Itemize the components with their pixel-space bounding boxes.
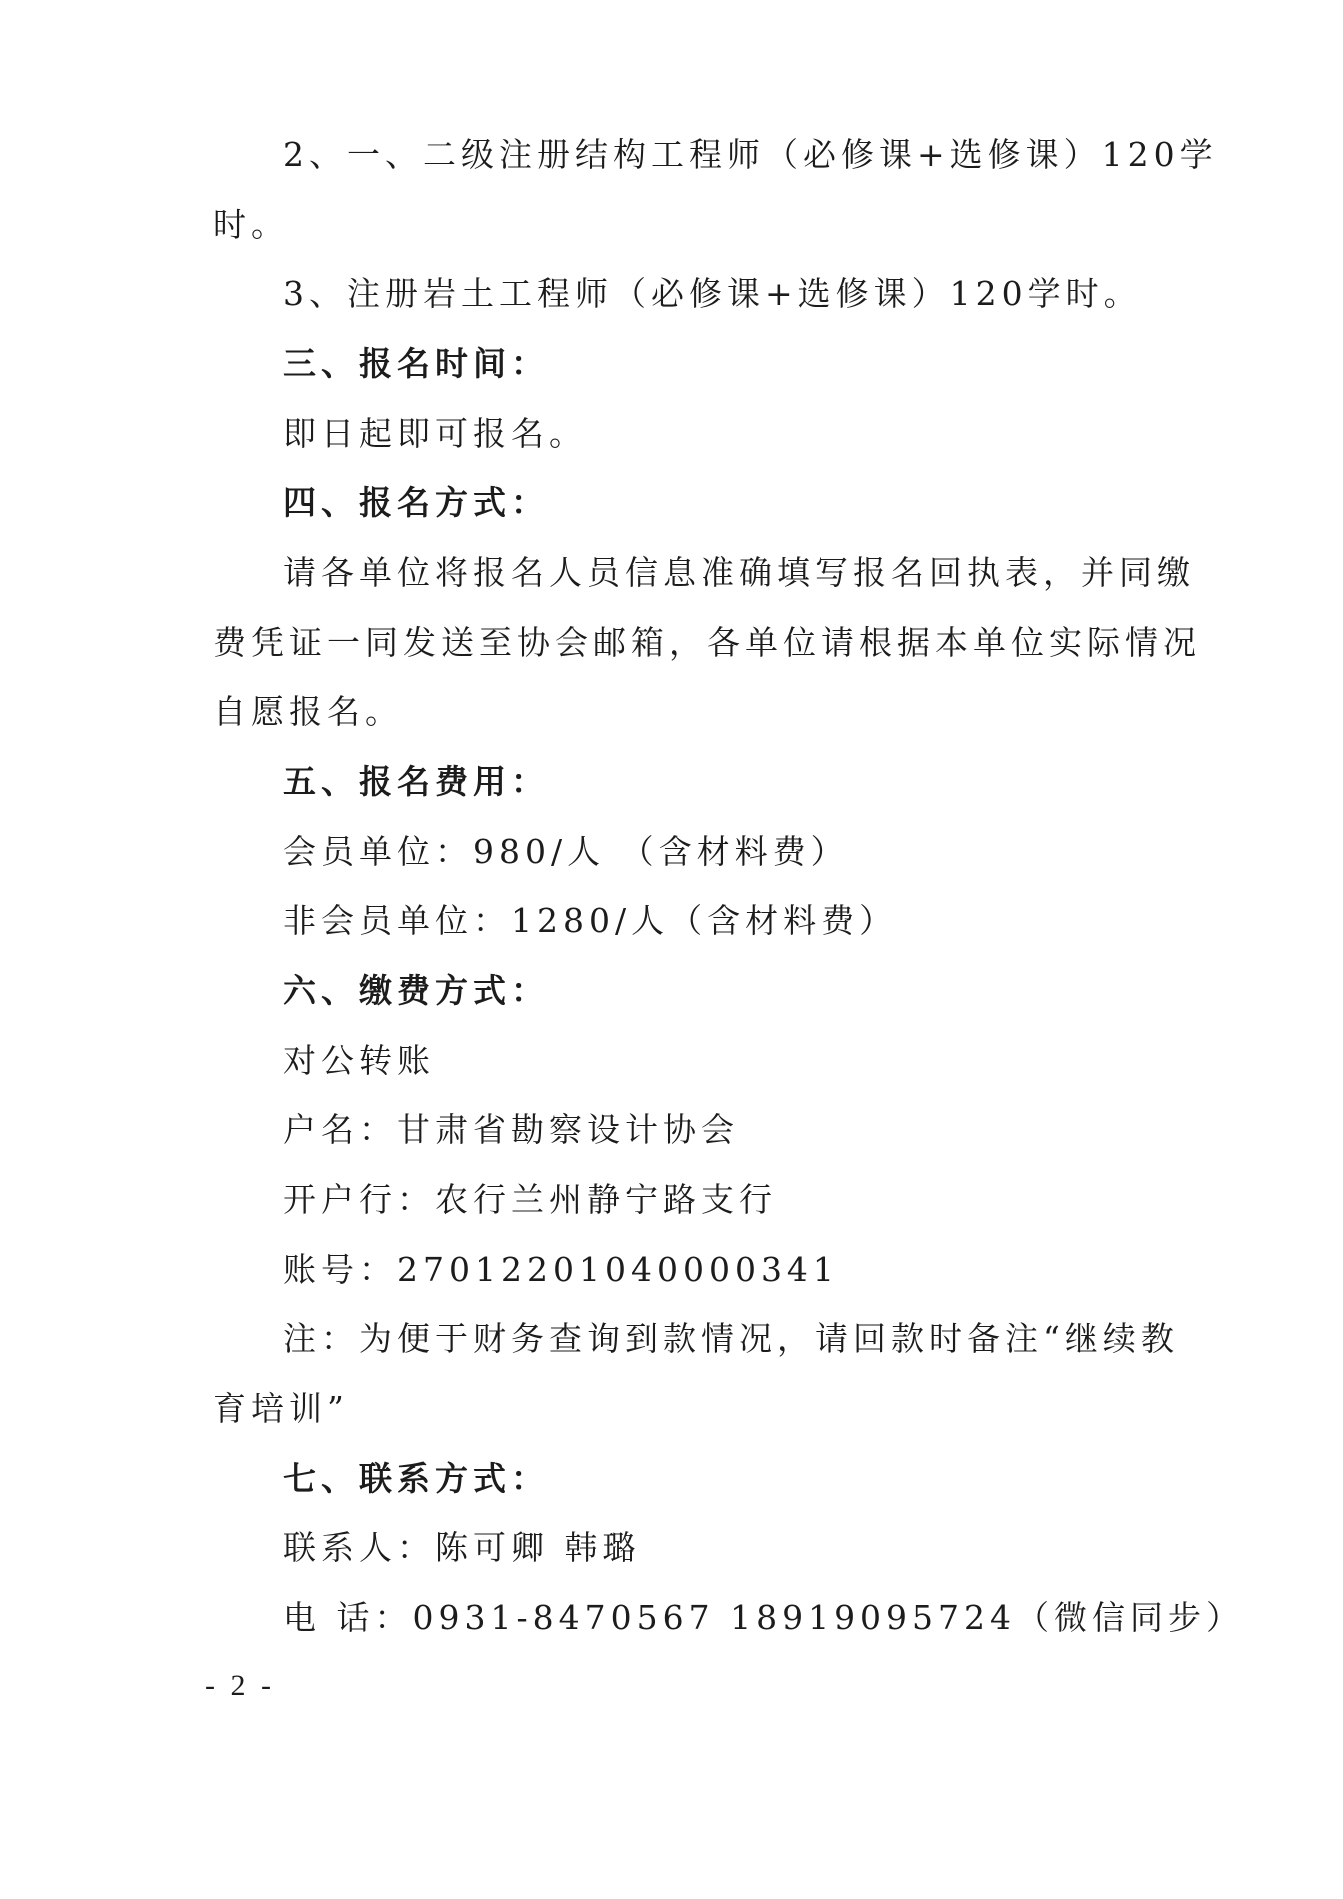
- body-line: 户名：甘肃省勘察设计协会: [283, 1110, 739, 1149]
- body-line: 电 话：0931-8470567 18919095724（微信同步）: [283, 1598, 1245, 1637]
- body-line: 账号：27012201040000341: [283, 1250, 839, 1289]
- section-heading-registration-time: 三、报名时间：: [283, 344, 549, 383]
- section-heading-payment-method: 六、缴费方式：: [283, 971, 549, 1010]
- body-line: 注：为便于财务查询到款情况，请回款时备注“继续教: [283, 1319, 1179, 1358]
- section-heading-registration-method: 四、报名方式：: [283, 483, 549, 522]
- body-line: 非会员单位：1280/人（含材料费）: [283, 901, 898, 940]
- section-heading-contact: 七、联系方式：: [283, 1459, 549, 1498]
- body-line: 请各单位将报名人员信息准确填写报名回执表，并同缴: [283, 553, 1195, 592]
- body-line: 自愿报名。: [213, 692, 403, 731]
- body-line: 对公转账: [283, 1041, 435, 1080]
- body-line: 会员单位：980/人 （含材料费）: [283, 832, 849, 871]
- body-line: 时。: [213, 205, 289, 244]
- body-line: 费凭证一同发送至协会邮箱，各单位请根据本单位实际情况: [213, 623, 1201, 662]
- body-line: 2、一、二级注册结构工程师（必修课+选修课）120学: [283, 135, 1218, 174]
- body-line: 即日起即可报名。: [283, 414, 587, 453]
- body-line: 开户行：农行兰州静宁路支行: [283, 1180, 777, 1219]
- body-line: 联系人：陈可卿 韩璐: [283, 1528, 641, 1567]
- page-number: - 2 -: [205, 1669, 275, 1702]
- section-heading-registration-fee: 五、报名费用：: [283, 762, 549, 801]
- body-line: 育培训”: [213, 1389, 349, 1428]
- body-line: 3、注册岩土工程师（必修课+选修课）120学时。: [283, 274, 1142, 313]
